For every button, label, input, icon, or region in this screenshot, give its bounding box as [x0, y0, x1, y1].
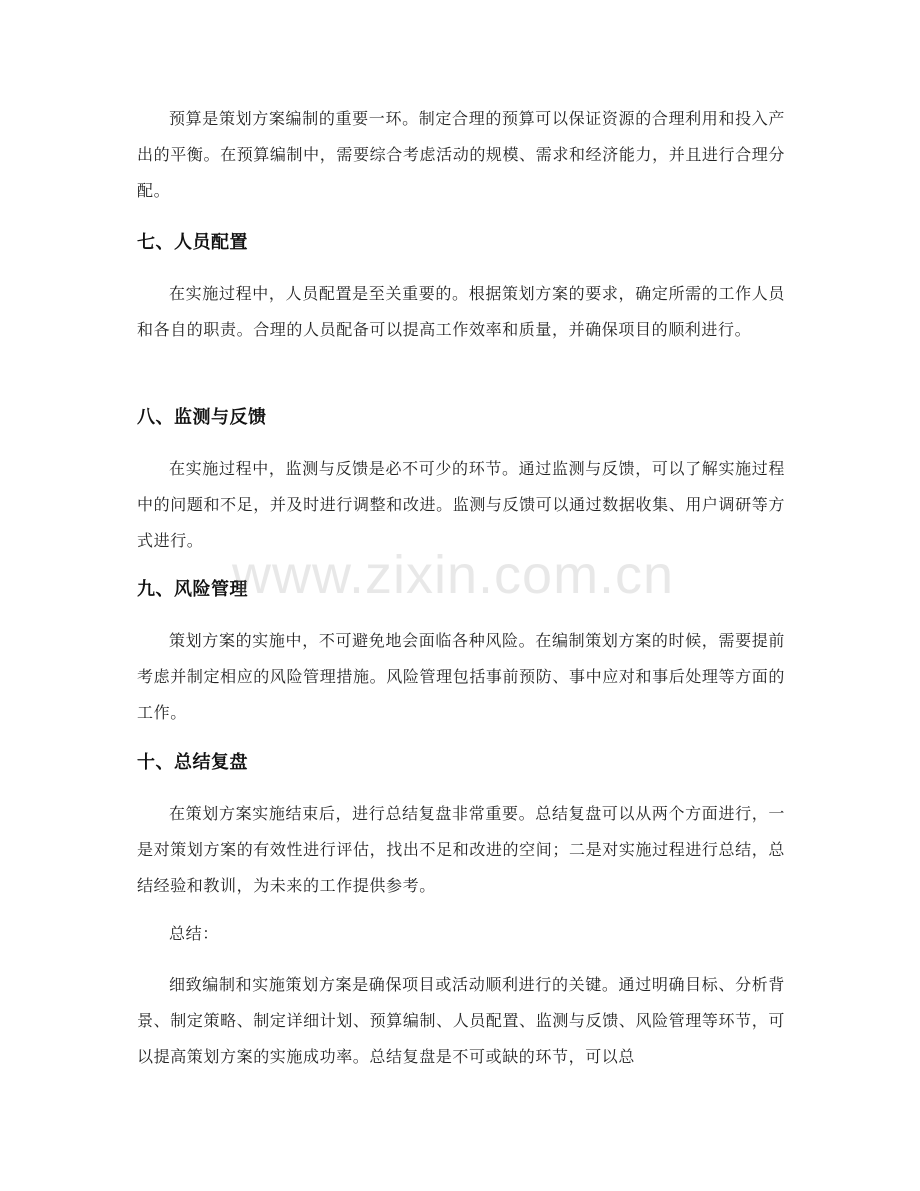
conclusion-paragraph: 细致编制和实施策划方案是确保项目或活动顺利进行的关键。通过明确目标、分析背景、制定策略、制定详细计划、预算编制、人员配置、监测与反馈、风险管理等环节，可以提高策划方案的实施成功率。总结复盘是不可或缺的环节，可以总: [137, 975, 785, 1066]
section-heading-review: 十、总结复盘: [137, 752, 248, 773]
review-paragraph: 在策划方案实施结束后，进行总结复盘非常重要。总结复盘可以从两个方面进行，一是对策划方案的有效性进行评估，找出不足和改进的空间；二是对实施过程进行总结，总结经验和教训，为未来的工作提供参考。: [137, 804, 785, 895]
section-heading-risk: 九、风险管理: [137, 579, 248, 600]
staffing-paragraph: 在实施过程中，人员配置是至关重要的。根据策划方案的要求，确定所需的工作人员和各自的职责。合理的人员配备可以提高工作效率和质量，并确保项目的顺利进行。: [137, 284, 785, 339]
summary-label: 总结：: [169, 924, 219, 943]
watermark: www.zixin.com.cn: [232, 545, 675, 605]
section-heading-staffing: 七、人员配置: [137, 232, 248, 253]
risk-paragraph: 策划方案的实施中，不可避免地会面临各种风险。在编制策划方案的时候，需要提前考虑并制定相应的风险管理措施。风险管理包括事前预防、事中应对和事后处理等方面的工作。: [137, 631, 785, 722]
section-heading-monitoring: 八、监测与反馈: [137, 407, 267, 428]
budget-paragraph: 预算是策划方案编制的重要一环。制定合理的预算可以保证资源的合理利用和投入产出的平衡。在预算编制中，需要综合考虑活动的规模、需求和经济能力，并且进行合理分配。: [137, 109, 785, 200]
monitoring-paragraph: 在实施过程中，监测与反馈是必不可少的环节。通过监测与反馈，可以了解实施过程中的问题和不足，并及时进行调整和改进。监测与反馈可以通过数据收集、用户调研等方式进行。: [137, 459, 785, 550]
